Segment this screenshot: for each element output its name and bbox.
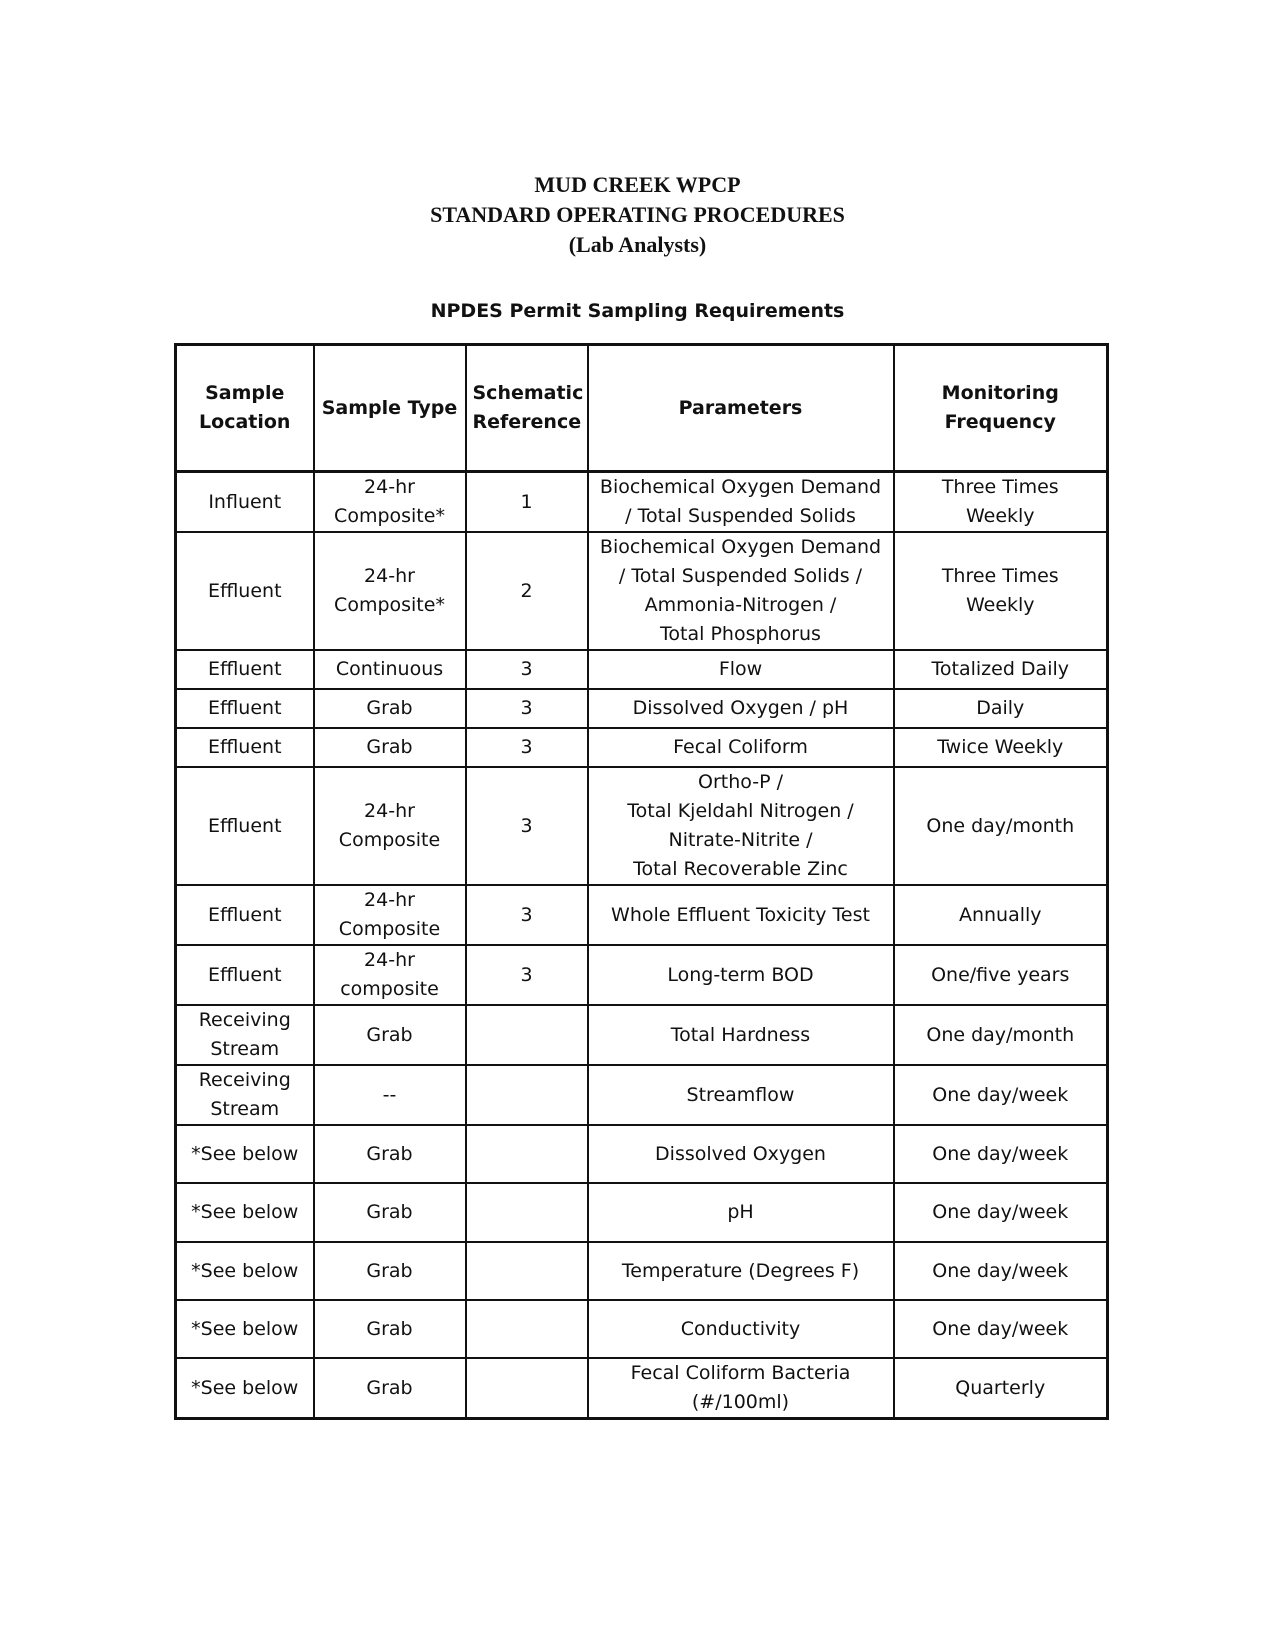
monitoring-frequency-cell bbox=[894, 1300, 1108, 1358]
sample-location-cell bbox=[176, 1242, 314, 1300]
cell-text: Influent bbox=[208, 490, 282, 513]
sampling-requirements-table bbox=[174, 343, 1109, 1420]
cell-text: Stream bbox=[210, 1038, 280, 1060]
sample-type-cell bbox=[314, 885, 466, 945]
table-row bbox=[176, 1065, 1108, 1125]
schematic-reference-cell bbox=[466, 1300, 588, 1358]
sample-type-cell bbox=[314, 1358, 466, 1419]
cell-text: Whole Effluent Toxicity Test bbox=[611, 903, 870, 926]
cell-text: Effluent bbox=[207, 658, 282, 680]
cell-text: Grab bbox=[366, 1317, 413, 1340]
cell-text: 24-hr bbox=[364, 476, 415, 498]
table-row bbox=[176, 1183, 1108, 1242]
cell-text: One day/week bbox=[932, 1083, 1069, 1106]
cell-text: Grab bbox=[366, 736, 413, 758]
sample-location-cell bbox=[176, 767, 314, 885]
cell-text: Weekly bbox=[965, 594, 1035, 616]
cell-text: Nitrate-Nitrite / bbox=[668, 829, 813, 851]
table-row bbox=[176, 1005, 1108, 1065]
cell-text: Monitoring bbox=[941, 382, 1059, 404]
monitoring-frequency-cell bbox=[894, 1242, 1108, 1300]
parameters-cell bbox=[588, 1065, 894, 1125]
schematic-reference-cell bbox=[466, 650, 588, 689]
cell-text: Location bbox=[199, 411, 291, 433]
parameters-cell bbox=[588, 532, 894, 650]
parameters-cell bbox=[588, 728, 894, 767]
cell-text: Ortho-P / bbox=[698, 771, 783, 793]
cell-text: Total Recoverable Zinc bbox=[633, 858, 848, 880]
cell-text: Continuous bbox=[335, 658, 444, 680]
cell-text: Composite* bbox=[334, 594, 445, 616]
monitoring-frequency-cell bbox=[894, 1183, 1108, 1242]
cell-text: pH bbox=[727, 1201, 754, 1223]
table-row bbox=[176, 650, 1108, 689]
table-row bbox=[176, 1300, 1108, 1358]
table-row bbox=[176, 1242, 1108, 1300]
cell-text: Ammonia-Nitrogen / bbox=[644, 594, 837, 616]
sample-type-cell bbox=[314, 1183, 466, 1242]
header-subtitle: STANDARD OPERATING PROCEDURES bbox=[430, 202, 845, 227]
cell-text: Grab bbox=[366, 1259, 413, 1282]
cell-text: Stream bbox=[210, 1098, 280, 1120]
cell-text: Dissolved Oxygen / pH bbox=[632, 697, 849, 719]
cell-text: / Total Suspended Solids bbox=[625, 505, 856, 527]
cell-text: Sample bbox=[205, 382, 285, 404]
cell-text: Streamflow bbox=[686, 1083, 795, 1106]
table-body bbox=[176, 472, 1108, 1419]
sample-type-cell bbox=[314, 472, 466, 533]
sample-location-cell bbox=[176, 945, 314, 1005]
parameters-cell bbox=[588, 885, 894, 945]
cell-text: Parameters bbox=[678, 396, 803, 419]
cell-text: 24-hr bbox=[364, 889, 415, 911]
monitoring-frequency-cell bbox=[894, 1358, 1108, 1419]
cell-text: *See below bbox=[191, 1376, 299, 1399]
table-row bbox=[176, 767, 1108, 885]
table-row bbox=[176, 532, 1108, 650]
cell-text: 3 bbox=[520, 903, 533, 926]
cell-text: 24-hr bbox=[364, 565, 415, 587]
schematic-reference-cell bbox=[466, 1125, 588, 1183]
cell-text: Total Phosphorus bbox=[660, 623, 821, 645]
cell-text: Effluent bbox=[207, 697, 282, 719]
table-row bbox=[176, 472, 1108, 533]
cell-text: (#/100ml) bbox=[691, 1391, 790, 1413]
cell-text: Frequency bbox=[944, 411, 1056, 433]
monitoring-frequency-cell bbox=[894, 1005, 1108, 1065]
parameters-cell bbox=[588, 1300, 894, 1358]
monitoring-frequency-cell bbox=[894, 689, 1108, 728]
column-header bbox=[588, 345, 894, 472]
monitoring-frequency-cell bbox=[894, 532, 1108, 650]
sample-location-cell bbox=[176, 689, 314, 728]
sample-location-cell bbox=[176, 472, 314, 533]
cell-text: Three Times bbox=[941, 476, 1059, 498]
parameters-cell bbox=[588, 1125, 894, 1183]
schematic-reference-cell bbox=[466, 885, 588, 945]
monitoring-frequency-cell bbox=[894, 650, 1108, 689]
cell-text: Temperature (Degrees F) bbox=[621, 1259, 860, 1282]
sample-location-cell bbox=[176, 650, 314, 689]
sample-type-cell bbox=[314, 1065, 466, 1125]
cell-text: -- bbox=[382, 1083, 397, 1106]
cell-text: Grab bbox=[366, 1142, 413, 1165]
cell-text: Effluent bbox=[207, 579, 282, 602]
sample-type-cell bbox=[314, 1005, 466, 1065]
sample-location-cell bbox=[176, 1358, 314, 1419]
cell-text: *See below bbox=[191, 1259, 299, 1282]
schematic-reference-cell bbox=[466, 767, 588, 885]
parameters-cell bbox=[588, 945, 894, 1005]
cell-text: Composite bbox=[338, 918, 441, 940]
header-title: MUD CREEK WPCP bbox=[534, 172, 741, 197]
sample-location-cell bbox=[176, 885, 314, 945]
column-header bbox=[894, 345, 1108, 472]
cell-text: *See below bbox=[191, 1317, 299, 1340]
cell-text: One day/week bbox=[932, 1317, 1069, 1340]
table-row bbox=[176, 945, 1108, 1005]
sample-location-cell bbox=[176, 532, 314, 650]
cell-text: One day/week bbox=[932, 1201, 1069, 1223]
table-row bbox=[176, 1125, 1108, 1183]
monitoring-frequency-cell bbox=[894, 945, 1108, 1005]
cell-text: Total Kjeldahl Nitrogen / bbox=[627, 800, 854, 822]
schematic-reference-cell bbox=[466, 945, 588, 1005]
cell-text: 3 bbox=[520, 814, 533, 837]
sample-type-cell bbox=[314, 728, 466, 767]
cell-text: Receiving bbox=[198, 1069, 291, 1091]
cell-text: composite bbox=[340, 978, 439, 1000]
sample-location-cell bbox=[176, 1183, 314, 1242]
sample-type-cell bbox=[314, 532, 466, 650]
cell-text: Biochemical Oxygen Demand bbox=[599, 536, 882, 558]
schematic-reference-cell bbox=[466, 689, 588, 728]
cell-text: 24-hr bbox=[364, 800, 415, 822]
table-row bbox=[176, 728, 1108, 767]
sample-location-cell bbox=[176, 1125, 314, 1183]
cell-text: 2 bbox=[520, 579, 533, 602]
schematic-reference-cell bbox=[466, 532, 588, 650]
cell-text: Totalized Daily bbox=[931, 658, 1069, 680]
cell-text: Flow bbox=[718, 658, 763, 680]
cell-text: 3 bbox=[520, 736, 533, 758]
parameters-cell bbox=[588, 472, 894, 533]
cell-text: Biochemical Oxygen Demand bbox=[599, 476, 882, 498]
sample-type-cell bbox=[314, 1300, 466, 1358]
cell-text: Fecal Coliform bbox=[673, 736, 808, 758]
cell-text: Three Times bbox=[941, 565, 1059, 587]
cell-text: Effluent bbox=[207, 903, 282, 926]
cell-text: Daily bbox=[976, 697, 1025, 719]
cell-text: Grab bbox=[366, 1023, 413, 1046]
cell-text: Dissolved Oxygen bbox=[655, 1142, 826, 1165]
cell-text: Effluent bbox=[207, 736, 282, 758]
monitoring-frequency-cell bbox=[894, 472, 1108, 533]
sample-type-cell bbox=[314, 1125, 466, 1183]
schematic-reference-cell bbox=[466, 1065, 588, 1125]
sample-type-cell bbox=[314, 767, 466, 885]
schematic-reference-cell bbox=[466, 1242, 588, 1300]
table-row bbox=[176, 1358, 1108, 1419]
cell-text: Annually bbox=[958, 903, 1042, 926]
cell-text: *See below bbox=[191, 1201, 299, 1223]
cell-text: Grab bbox=[366, 697, 413, 719]
monitoring-frequency-cell bbox=[894, 1065, 1108, 1125]
column-header bbox=[466, 345, 588, 472]
cell-text: 3 bbox=[520, 658, 533, 680]
table-row bbox=[176, 885, 1108, 945]
monitoring-frequency-cell bbox=[894, 767, 1108, 885]
parameters-cell bbox=[588, 689, 894, 728]
cell-text: Fecal Coliform Bacteria bbox=[630, 1362, 851, 1384]
parameters-cell bbox=[588, 1242, 894, 1300]
parameters-cell bbox=[588, 1183, 894, 1242]
cell-text: / Total Suspended Solids / bbox=[618, 565, 863, 587]
cell-text: Receiving bbox=[198, 1009, 291, 1031]
cell-text: Sample Type bbox=[321, 396, 458, 419]
cell-text: Quarterly bbox=[955, 1376, 1046, 1399]
cell-text: Twice Weekly bbox=[937, 736, 1064, 758]
schematic-reference-cell bbox=[466, 728, 588, 767]
sample-location-cell bbox=[176, 1300, 314, 1358]
parameters-cell bbox=[588, 1358, 894, 1419]
monitoring-frequency-cell bbox=[894, 885, 1108, 945]
sample-type-cell bbox=[314, 650, 466, 689]
cell-text: Grab bbox=[366, 1201, 413, 1223]
sample-location-cell bbox=[176, 1065, 314, 1125]
cell-text: 3 bbox=[520, 963, 533, 986]
cell-text: Grab bbox=[366, 1376, 413, 1399]
sample-location-cell bbox=[176, 728, 314, 767]
monitoring-frequency-cell bbox=[894, 728, 1108, 767]
parameters-cell bbox=[588, 650, 894, 689]
cell-text: One/five years bbox=[931, 963, 1070, 986]
cell-text: One day/month bbox=[926, 814, 1075, 837]
sample-type-cell bbox=[314, 689, 466, 728]
document-header bbox=[0, 170, 1275, 260]
table-header-row bbox=[176, 345, 1108, 472]
cell-text: Weekly bbox=[965, 505, 1035, 527]
monitoring-frequency-cell bbox=[894, 1125, 1108, 1183]
cell-text: Effluent bbox=[207, 963, 282, 986]
header-department: (Lab Analysts) bbox=[568, 232, 707, 257]
cell-text: One day/week bbox=[932, 1259, 1069, 1282]
schematic-reference-cell bbox=[466, 1005, 588, 1065]
schematic-reference-cell bbox=[466, 1183, 588, 1242]
table-row bbox=[176, 689, 1108, 728]
cell-text: Effluent bbox=[207, 814, 282, 837]
cell-text: 1 bbox=[520, 490, 533, 513]
cell-text: 3 bbox=[520, 697, 533, 719]
sample-type-cell bbox=[314, 1242, 466, 1300]
schematic-reference-cell bbox=[466, 1358, 588, 1419]
parameters-cell bbox=[588, 1005, 894, 1065]
cell-text: Long-term BOD bbox=[667, 963, 814, 986]
schematic-reference-cell bbox=[466, 472, 588, 533]
cell-text: Composite bbox=[338, 829, 441, 851]
cell-text: One day/week bbox=[932, 1142, 1069, 1165]
cell-text: Total Hardness bbox=[670, 1023, 811, 1046]
sample-location-cell bbox=[176, 1005, 314, 1065]
cell-text: Schematic bbox=[472, 382, 584, 404]
cell-text: One day/month bbox=[926, 1023, 1075, 1046]
sample-type-cell bbox=[314, 945, 466, 1005]
parameters-cell bbox=[588, 767, 894, 885]
column-header bbox=[176, 345, 314, 472]
column-header bbox=[314, 345, 466, 472]
cell-text: 24-hr bbox=[364, 949, 415, 971]
table-title: NPDES Permit Sampling Requirements bbox=[430, 300, 845, 322]
cell-text: Composite* bbox=[334, 505, 445, 527]
cell-text: Conductivity bbox=[680, 1317, 801, 1340]
cell-text: *See below bbox=[191, 1142, 299, 1165]
cell-text: Reference bbox=[472, 411, 582, 433]
